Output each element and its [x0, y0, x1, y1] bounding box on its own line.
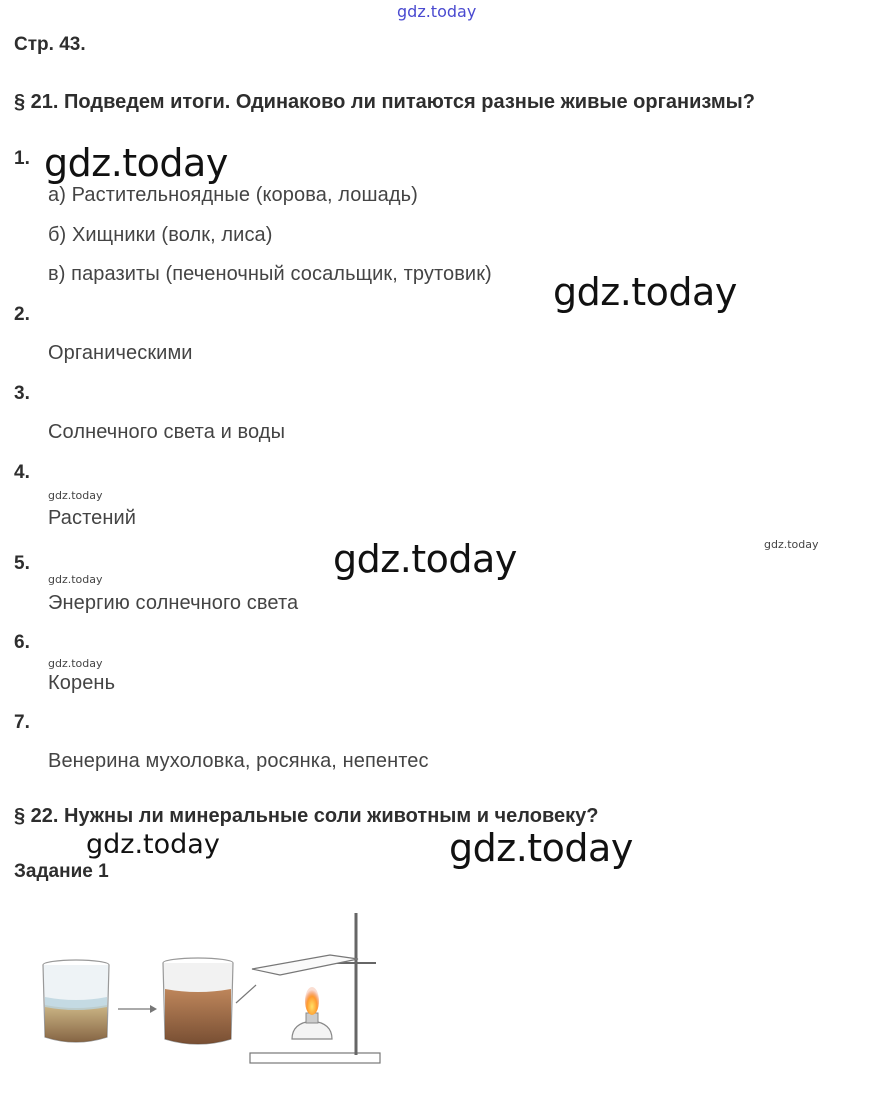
question-number: 5.	[14, 553, 30, 574]
answer-text: Органическими	[48, 342, 193, 364]
spirit-lamp	[292, 987, 332, 1039]
section-heading: § 21. Подведем итоги. Одинаково ли питаются разные живые организмы?	[14, 91, 755, 113]
watermark-text: gdz.today	[553, 270, 737, 314]
question-number: 6.	[14, 632, 30, 653]
watermark-text: gdz.today	[449, 826, 633, 870]
page-label: Стр. 43.	[14, 34, 86, 55]
watermark-text: gdz.today	[333, 537, 517, 581]
answer-text: Энергию солнечного света	[48, 592, 299, 614]
watermark-text: gdz.today	[48, 489, 103, 502]
watermark-text: gdz.today	[397, 2, 477, 21]
section-heading: § 22. Нужны ли минеральные соли животным и человеку?	[14, 805, 599, 827]
beaker-with-filtrate	[163, 958, 233, 1044]
answer-text: б) Хищники (волк, лиса)	[48, 224, 273, 246]
answer-text: а) Растительноядные (корова, лошадь)	[48, 184, 418, 206]
answer-text: Растений	[48, 507, 137, 529]
question-number: 3.	[14, 383, 30, 404]
beaker-with-soil-water	[43, 960, 109, 1042]
question-number: 1.	[14, 148, 30, 169]
question-number: 4.	[14, 462, 30, 483]
question-number: 2.	[14, 304, 30, 325]
question-number: 7.	[14, 712, 30, 733]
watermark-text: gdz.today	[44, 141, 228, 185]
watermark-text: gdz.today	[86, 829, 220, 860]
watermark-text: gdz.today	[764, 538, 819, 551]
answer-text: Корень	[48, 672, 116, 694]
answer-text: Солнечного света и воды	[48, 421, 286, 443]
lab-stand	[250, 913, 380, 1063]
watermark-text: gdz.today	[48, 573, 103, 586]
flame-icon	[305, 987, 319, 1015]
answer-text: Венерина мухоловка, росянка, непентес	[48, 750, 429, 772]
experiment-illustration	[30, 905, 390, 1077]
task-label: Задание 1	[14, 861, 109, 882]
answer-text: в) паразиты (печеночный сосальщик, трутовик)	[48, 263, 492, 285]
watermark-text: gdz.today	[48, 657, 103, 670]
